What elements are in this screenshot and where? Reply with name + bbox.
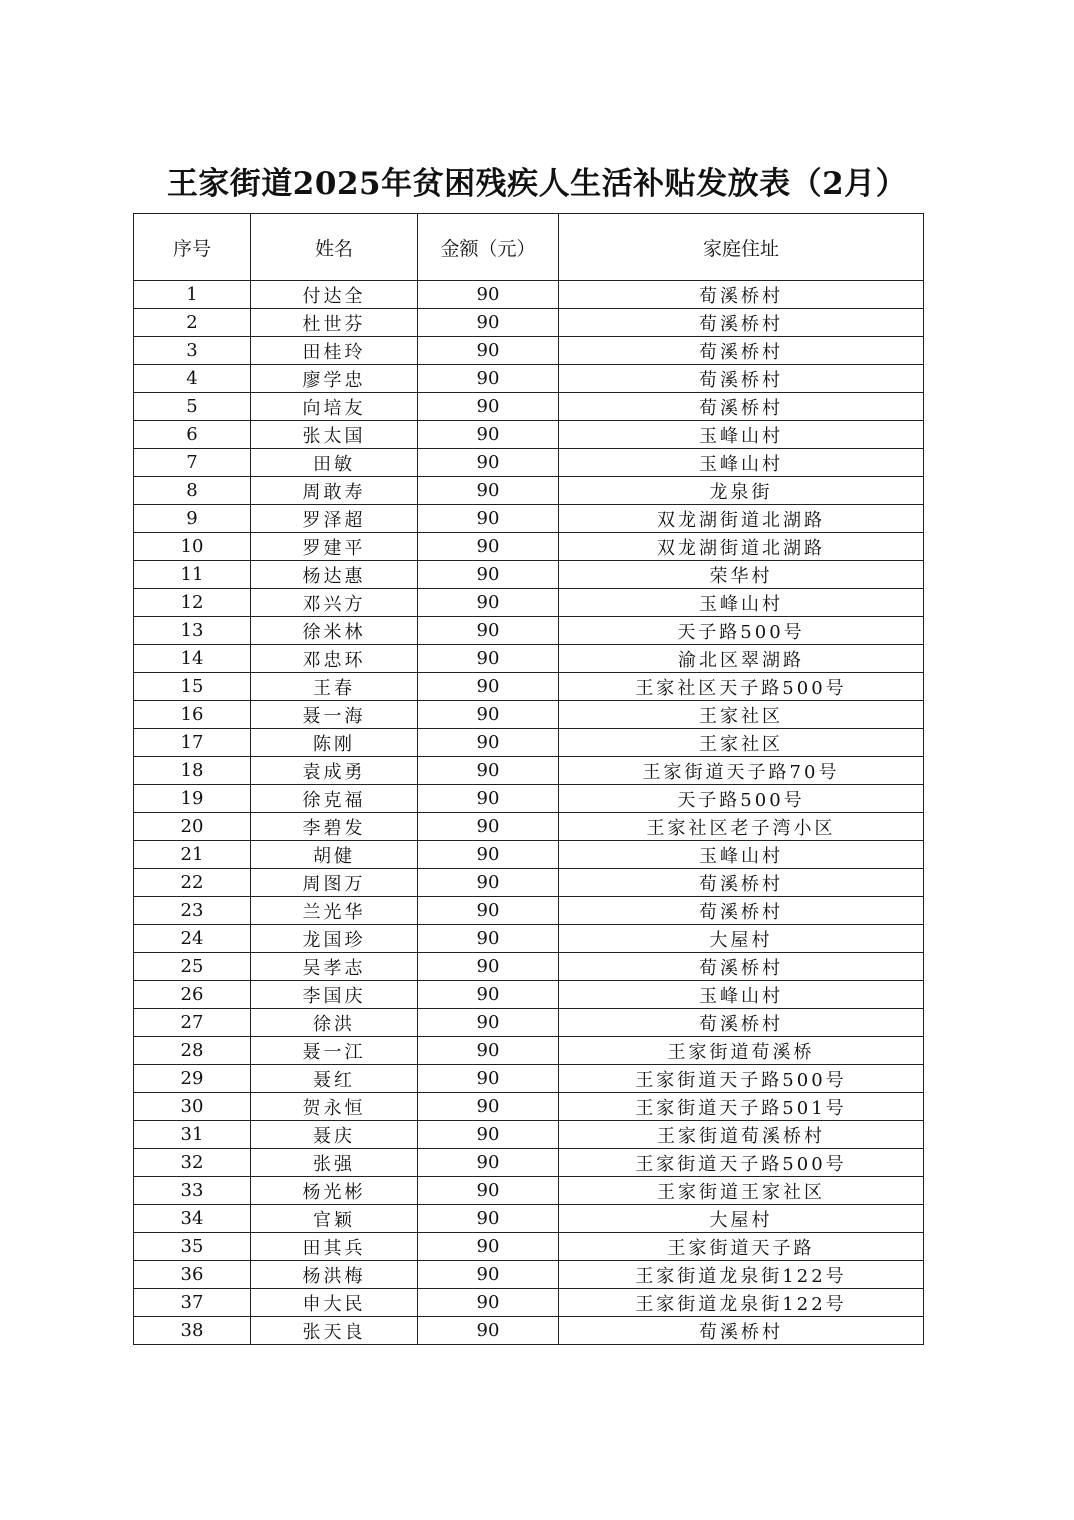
row-address: 荣华村 <box>559 561 924 589</box>
row-name: 李碧发 <box>251 813 418 841</box>
row-name: 廖学忠 <box>251 365 418 393</box>
row-name: 张太国 <box>251 421 418 449</box>
row-index: 18 <box>134 757 251 785</box>
table-row <box>134 561 924 589</box>
row-address: 王家社区 <box>559 729 924 757</box>
row-name: 官颖 <box>251 1205 418 1233</box>
row-amount: 90 <box>418 1233 559 1261</box>
table-row <box>134 505 924 533</box>
row-name: 周图万 <box>251 869 418 897</box>
row-amount: 90 <box>418 1205 559 1233</box>
row-address: 王家街道天子路500号 <box>559 1065 924 1093</box>
row-index: 19 <box>134 785 251 813</box>
row-name: 徐克福 <box>251 785 418 813</box>
row-index: 25 <box>134 953 251 981</box>
row-amount: 90 <box>418 561 559 589</box>
row-index: 2 <box>134 309 251 337</box>
row-name: 向培友 <box>251 393 418 421</box>
row-name: 徐洪 <box>251 1009 418 1037</box>
row-address: 双龙湖街道北湖路 <box>559 533 924 561</box>
table-row <box>134 337 924 365</box>
row-address: 荀溪桥村 <box>559 869 924 897</box>
row-amount: 90 <box>418 897 559 925</box>
row-address: 王家街道荀溪桥 <box>559 1037 924 1065</box>
table-row <box>134 813 924 841</box>
table-row <box>134 1289 924 1317</box>
row-address: 天子路500号 <box>559 785 924 813</box>
row-index: 29 <box>134 1065 251 1093</box>
row-index: 3 <box>134 337 251 365</box>
row-name: 徐米林 <box>251 617 418 645</box>
row-name: 陈刚 <box>251 729 418 757</box>
table-row <box>134 1121 924 1149</box>
row-amount: 90 <box>418 393 559 421</box>
row-amount: 90 <box>418 1261 559 1289</box>
row-address: 玉峰山村 <box>559 981 924 1009</box>
table-row <box>134 953 924 981</box>
row-index: 33 <box>134 1177 251 1205</box>
row-address: 王家社区 <box>559 701 924 729</box>
table-row <box>134 1233 924 1261</box>
table-row <box>134 365 924 393</box>
table-row <box>134 673 924 701</box>
row-name: 田其兵 <box>251 1233 418 1261</box>
table-row <box>134 841 924 869</box>
row-index: 12 <box>134 589 251 617</box>
row-index: 5 <box>134 393 251 421</box>
table-row <box>134 981 924 1009</box>
row-index: 11 <box>134 561 251 589</box>
row-name: 张天良 <box>251 1317 418 1345</box>
row-index: 26 <box>134 981 251 1009</box>
row-address: 王家社区老子湾小区 <box>559 813 924 841</box>
row-address: 大屋村 <box>559 925 924 953</box>
row-address: 荀溪桥村 <box>559 337 924 365</box>
row-address: 玉峰山村 <box>559 421 924 449</box>
table-row <box>134 477 924 505</box>
row-address: 双龙湖街道北湖路 <box>559 505 924 533</box>
row-amount: 90 <box>418 449 559 477</box>
table-row <box>134 393 924 421</box>
row-index: 36 <box>134 1261 251 1289</box>
row-name: 龙国珍 <box>251 925 418 953</box>
row-name: 贺永恒 <box>251 1093 418 1121</box>
row-name: 聂一海 <box>251 701 418 729</box>
table-row <box>134 1205 924 1233</box>
row-index: 37 <box>134 1289 251 1317</box>
row-amount: 90 <box>418 309 559 337</box>
table-row <box>134 533 924 561</box>
row-name: 邓忠环 <box>251 645 418 673</box>
row-amount: 90 <box>418 1289 559 1317</box>
row-name: 罗泽超 <box>251 505 418 533</box>
row-name: 王春 <box>251 673 418 701</box>
row-index: 22 <box>134 869 251 897</box>
row-index: 23 <box>134 897 251 925</box>
row-index: 9 <box>134 505 251 533</box>
row-index: 8 <box>134 477 251 505</box>
header-amount: 金额（元） <box>418 214 559 281</box>
row-amount: 90 <box>418 1065 559 1093</box>
row-amount: 90 <box>418 1177 559 1205</box>
row-amount: 90 <box>418 337 559 365</box>
table-row <box>134 897 924 925</box>
row-name: 杨达惠 <box>251 561 418 589</box>
row-amount: 90 <box>418 589 559 617</box>
row-name: 申大民 <box>251 1289 418 1317</box>
row-address: 王家街道天子路 <box>559 1233 924 1261</box>
row-amount: 90 <box>418 673 559 701</box>
row-index: 6 <box>134 421 251 449</box>
row-address: 王家街道龙泉街122号 <box>559 1261 924 1289</box>
table-row <box>134 421 924 449</box>
row-name: 田桂玲 <box>251 337 418 365</box>
row-amount: 90 <box>418 1149 559 1177</box>
row-name: 邓兴方 <box>251 589 418 617</box>
row-amount: 90 <box>418 1121 559 1149</box>
table-row <box>134 1317 924 1345</box>
row-index: 17 <box>134 729 251 757</box>
row-index: 14 <box>134 645 251 673</box>
row-index: 4 <box>134 365 251 393</box>
row-index: 31 <box>134 1121 251 1149</box>
row-address: 荀溪桥村 <box>559 1009 924 1037</box>
row-address: 荀溪桥村 <box>559 1317 924 1345</box>
row-name: 李国庆 <box>251 981 418 1009</box>
table-row <box>134 869 924 897</box>
row-address: 玉峰山村 <box>559 589 924 617</box>
table-row <box>134 449 924 477</box>
row-amount: 90 <box>418 421 559 449</box>
row-index: 1 <box>134 281 251 309</box>
row-name: 聂庆 <box>251 1121 418 1149</box>
row-name: 杨洪梅 <box>251 1261 418 1289</box>
header-index: 序号 <box>134 214 251 281</box>
row-amount: 90 <box>418 925 559 953</box>
row-index: 20 <box>134 813 251 841</box>
table-row <box>134 589 924 617</box>
row-index: 27 <box>134 1009 251 1037</box>
table-row <box>134 309 924 337</box>
row-amount: 90 <box>418 813 559 841</box>
row-amount: 90 <box>418 701 559 729</box>
row-address: 荀溪桥村 <box>559 953 924 981</box>
row-index: 24 <box>134 925 251 953</box>
row-amount: 90 <box>418 365 559 393</box>
table-row <box>134 701 924 729</box>
row-amount: 90 <box>418 533 559 561</box>
row-amount: 90 <box>418 1317 559 1345</box>
row-index: 10 <box>134 533 251 561</box>
row-amount: 90 <box>418 841 559 869</box>
table-row <box>134 729 924 757</box>
row-name: 袁成勇 <box>251 757 418 785</box>
row-amount: 90 <box>418 1093 559 1121</box>
header-name: 姓名 <box>251 214 418 281</box>
table-row <box>134 645 924 673</box>
row-index: 28 <box>134 1037 251 1065</box>
row-name: 杜世芬 <box>251 309 418 337</box>
row-name: 付达全 <box>251 281 418 309</box>
row-amount: 90 <box>418 645 559 673</box>
row-address: 王家社区天子路500号 <box>559 673 924 701</box>
table-row <box>134 617 924 645</box>
row-amount: 90 <box>418 953 559 981</box>
header-address: 家庭住址 <box>559 214 924 281</box>
row-amount: 90 <box>418 281 559 309</box>
row-name: 周敢寿 <box>251 477 418 505</box>
table-row <box>134 1149 924 1177</box>
row-amount: 90 <box>418 785 559 813</box>
row-index: 16 <box>134 701 251 729</box>
row-index: 15 <box>134 673 251 701</box>
row-amount: 90 <box>418 477 559 505</box>
row-address: 渝北区翠湖路 <box>559 645 924 673</box>
subsidy-table <box>133 213 924 1345</box>
row-index: 30 <box>134 1093 251 1121</box>
table-row <box>134 757 924 785</box>
row-name: 杨光彬 <box>251 1177 418 1205</box>
row-address: 大屋村 <box>559 1205 924 1233</box>
row-address: 荀溪桥村 <box>559 281 924 309</box>
row-address: 玉峰山村 <box>559 841 924 869</box>
row-amount: 90 <box>418 729 559 757</box>
row-name: 聂红 <box>251 1065 418 1093</box>
row-name: 张强 <box>251 1149 418 1177</box>
row-index: 13 <box>134 617 251 645</box>
row-address: 王家街道荀溪桥村 <box>559 1121 924 1149</box>
row-address: 荀溪桥村 <box>559 393 924 421</box>
row-address: 王家街道天子路500号 <box>559 1149 924 1177</box>
table-body <box>134 281 924 1345</box>
row-address: 王家街道天子路501号 <box>559 1093 924 1121</box>
row-index: 32 <box>134 1149 251 1177</box>
row-amount: 90 <box>418 869 559 897</box>
page-title: 王家街道2025年贫困残疾人生活补贴发放表（2月） <box>166 166 908 202</box>
row-amount: 90 <box>418 1037 559 1065</box>
row-amount: 90 <box>418 617 559 645</box>
row-index: 38 <box>134 1317 251 1345</box>
row-name: 罗建平 <box>251 533 418 561</box>
row-address: 荀溪桥村 <box>559 309 924 337</box>
row-address: 玉峰山村 <box>559 449 924 477</box>
row-address: 王家街道龙泉街122号 <box>559 1289 924 1317</box>
table-row <box>134 281 924 309</box>
row-name: 兰光华 <box>251 897 418 925</box>
row-amount: 90 <box>418 505 559 533</box>
row-index: 34 <box>134 1205 251 1233</box>
row-amount: 90 <box>418 1009 559 1037</box>
row-name: 聂一江 <box>251 1037 418 1065</box>
row-index: 7 <box>134 449 251 477</box>
table-row <box>134 1037 924 1065</box>
row-index: 21 <box>134 841 251 869</box>
row-address: 天子路500号 <box>559 617 924 645</box>
table-row <box>134 1009 924 1037</box>
table-row <box>134 1177 924 1205</box>
row-index: 35 <box>134 1233 251 1261</box>
table-row <box>134 1093 924 1121</box>
row-address: 王家街道王家社区 <box>559 1177 924 1205</box>
table-header-row <box>134 214 924 281</box>
row-name: 田敏 <box>251 449 418 477</box>
row-amount: 90 <box>418 981 559 1009</box>
row-address: 龙泉街 <box>559 477 924 505</box>
row-name: 胡健 <box>251 841 418 869</box>
table-row <box>134 1065 924 1093</box>
table-row <box>134 925 924 953</box>
row-address: 荀溪桥村 <box>559 897 924 925</box>
table-row <box>134 785 924 813</box>
row-amount: 90 <box>418 757 559 785</box>
row-name: 吴孝志 <box>251 953 418 981</box>
row-address: 王家街道天子路70号 <box>559 757 924 785</box>
row-address: 荀溪桥村 <box>559 365 924 393</box>
table-row <box>134 1261 924 1289</box>
